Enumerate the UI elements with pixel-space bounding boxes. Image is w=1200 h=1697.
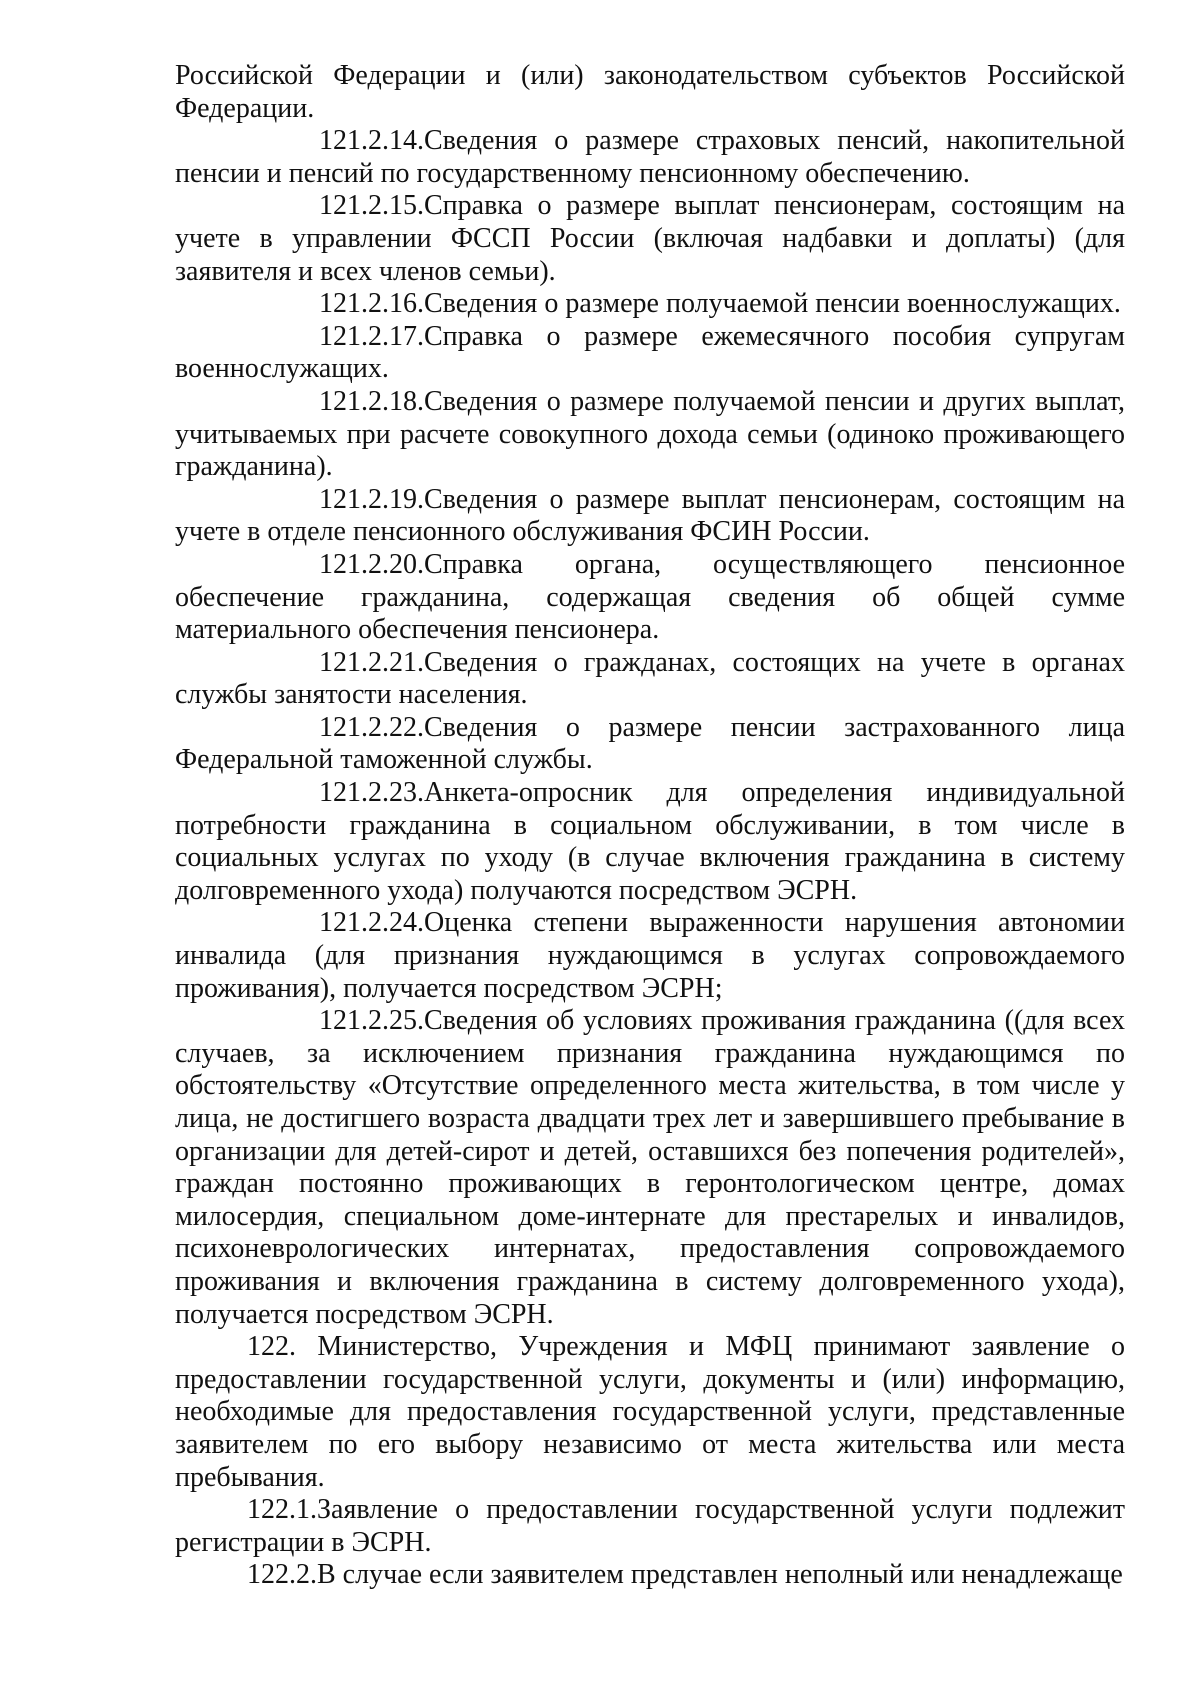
document-page: [175, 60, 1125, 1592]
paragraph-continuation: [175, 60, 1125, 125]
paragraph-number: 122.: [247, 1331, 296, 1363]
paragraph-number: 121.2.25.: [319, 1005, 424, 1037]
paragraph-number: 121.2.14.: [319, 125, 424, 157]
paragraph-text: Сведения о размере выплат пенсионерам, состоящим на учете в отделе пенсионного обслуживания ФСИН России.: [175, 483, 1125, 548]
paragraph-121-2-22: [175, 712, 1125, 777]
paragraph-121-2-24: [175, 907, 1125, 1005]
paragraph-text: Заявление о предоставлении государственной услуги подлежит регистрации в ЭСРН.: [175, 1494, 1125, 1558]
paragraph-number: 121.2.20.: [319, 548, 424, 580]
paragraph-121-2-25: [175, 1005, 1125, 1331]
paragraph-121-2-17: [175, 321, 1125, 386]
paragraph-number: 121.2.21.: [319, 646, 424, 678]
paragraph-text: Сведения об условиях проживания гражданина ((для всех случаев, за исключением признания гражданина нуждающимся по обстоятельству «Отсутствие определенного места жительства, в том числе у лица, не достигшего возраста двадцати трех лет и завершившего пребывание в организации для детей-сирот и детей, оставшихся без попечения родителей», граждан постоянно проживающих в геронтологическом центре, домах милосердия, специальном доме-интернате для престарелых и инвалидов, психоневрологических интернатах, предоставления сопровождаемого проживания и включения гражданина в систему долговременного ухода), получается посредством ЭСРН.: [175, 1005, 1125, 1330]
paragraph-text: Справка о размере выплат пенсионерам, состоящим на учете в управлении ФССП России (включая надбавки и доплаты) (для заявителя и всех членов семьи).: [175, 190, 1125, 287]
paragraph-number: 121.2.24.: [319, 907, 424, 939]
paragraph-text: Справка о размере ежемесячного пособия супругам военнослужащих.: [175, 320, 1125, 385]
paragraph-number: 121.2.15.: [319, 190, 424, 222]
paragraph-text: Сведения о размере страховых пенсий, накопительной пенсии и пенсий по государственному пенсионному обеспечению.: [175, 125, 1125, 189]
paragraph-121-2-16: [175, 288, 1125, 321]
paragraph-number: 122.1.: [247, 1494, 317, 1526]
paragraph-text: Сведения о гражданах, состоящих на учете в органах службы занятости населения.: [175, 646, 1125, 711]
paragraph-121-2-20: [175, 549, 1125, 647]
paragraph-text: В случае если заявителем представлен неполный или ненадлежаще: [317, 1559, 1123, 1591]
paragraph-text: Анкета-опросник для определения индивидуальной потребности гражданина в социальном обслуживании, в том числе в социальных услугах по уходу (в случае включения гражданина в систему долговременного ухода) получаются посредством ЭСРН.: [175, 777, 1125, 906]
paragraph-121-2-14: [175, 125, 1125, 190]
paragraph-121-2-18: [175, 386, 1125, 484]
paragraph-text: Сведения о размере получаемой пенсии и других выплат, учитываемых при расчете совокупного дохода семьи (одиноко проживающего гражданина).: [175, 385, 1125, 483]
paragraph-121-2-15: [175, 190, 1125, 288]
paragraph-number: 122.2.: [247, 1559, 317, 1591]
paragraph-number: 121.2.19.: [319, 483, 424, 515]
paragraph-121-2-19: [175, 484, 1125, 549]
paragraph-122: [175, 1331, 1125, 1494]
paragraph-text: Оценка степени выраженности нарушения автономии инвалида (для признания нуждающимся в услугах сопровождаемого проживания), получается посредством ЭСРН;: [175, 907, 1125, 1004]
paragraph-121-2-23: [175, 777, 1125, 907]
paragraph-122-2: [175, 1559, 1125, 1592]
paragraph-number: 121.2.16.: [319, 288, 424, 320]
paragraph-number: 121.2.22.: [319, 711, 424, 743]
paragraph-text: Министерство, Учреждения и МФЦ принимают заявление о предоставлении государственной услуги, документы и (или) информацию, необходимые для предоставления государственной услуги, представленные заявителем по его выбору независимо от места жительства или места пребывания.: [175, 1331, 1125, 1493]
paragraph-text: Справка органа, осуществляющего пенсионное обеспечение гражданина, содержащая сведения об общей сумме материального обеспечения пенсионера.: [175, 548, 1125, 646]
paragraph-number: 121.2.23.: [319, 777, 424, 809]
paragraph-text: Сведения о размере пенсии застрахованного лица Федеральной таможенной службы.: [175, 711, 1125, 776]
paragraph-121-2-21: [175, 647, 1125, 712]
paragraph-number: 121.2.17.: [319, 320, 424, 352]
paragraph-text: Сведения о размере получаемой пенсии военнослужащих.: [424, 288, 1121, 320]
paragraph-text: Российской Федерации и (или) законодательством субъектов Российской Федерации.: [175, 60, 1125, 124]
paragraph-number: 121.2.18.: [319, 385, 424, 417]
paragraph-122-1: [175, 1494, 1125, 1559]
